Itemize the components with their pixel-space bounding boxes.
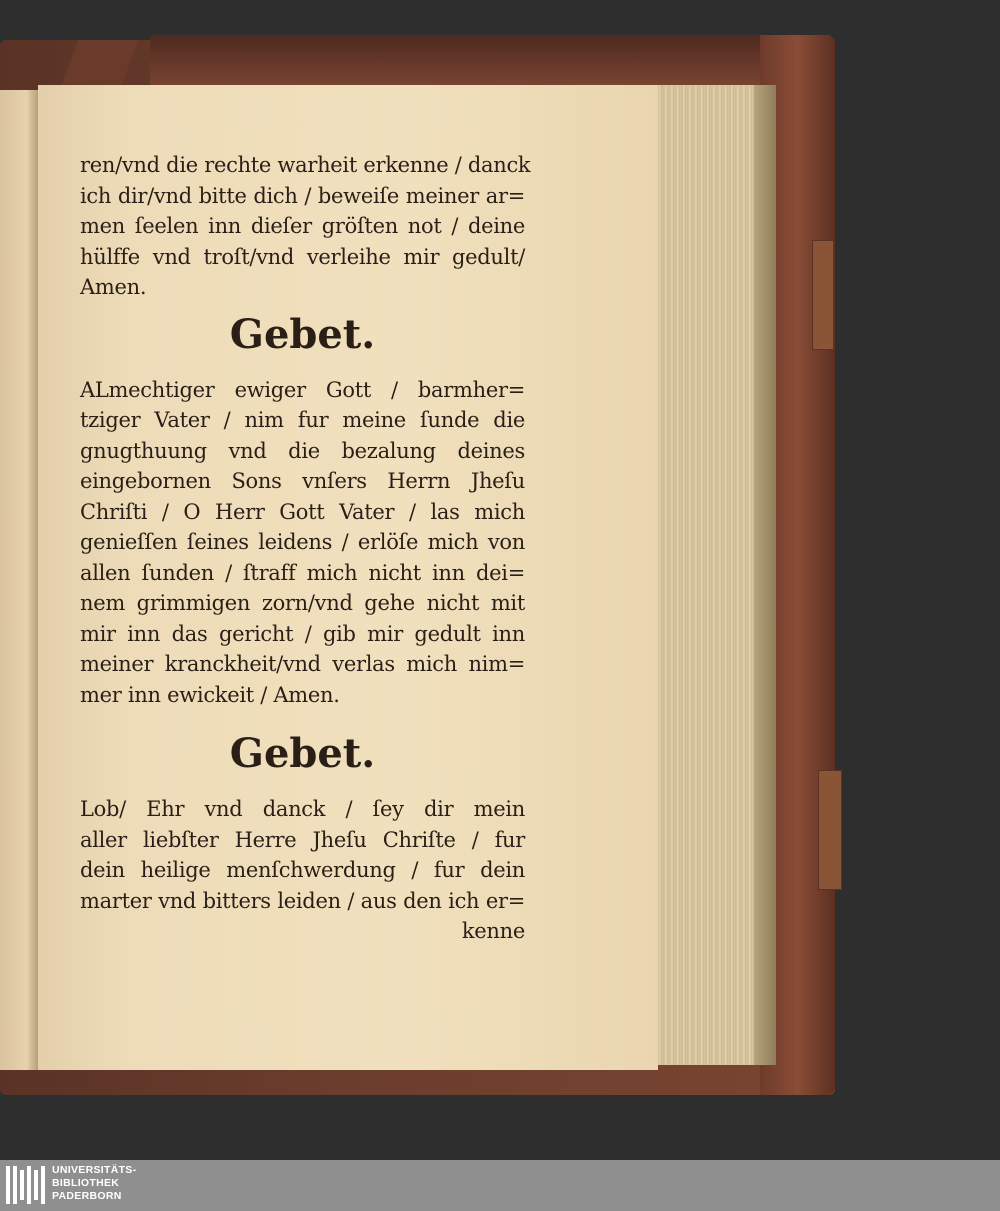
library-name[interactable] (52, 1164, 136, 1203)
text-line: men ſeelen inn dieſer gröſten not / deine (80, 214, 525, 238)
text-line: mir inn das gericht / gib mir gedult inn (80, 621, 525, 646)
section-heading: Gebet. (229, 730, 376, 777)
left-page-edge (0, 90, 38, 1070)
text-line: genieſſen ſeines leidens / erlöſe mich von (80, 530, 525, 554)
library-name-line: PADERBORN (52, 1190, 122, 1202)
text-line: Chriſti / O Herr Gott Vater / las mich (80, 499, 525, 524)
text-line: marter vnd bitters leiden / aus den ich er= (80, 888, 525, 913)
catchword: kenne (461, 919, 525, 943)
page-text (80, 150, 531, 947)
library-logo-icon (6, 1166, 46, 1204)
text-line: allen ſunden / ſtraff mich nicht inn dei= (80, 560, 525, 585)
library-name-line: UNIVERSITÄTS- (52, 1164, 137, 1176)
bookmark-tab-upper (812, 240, 834, 350)
library-footer (0, 1160, 1000, 1211)
text-line: mer inn ewickeit / Amen. (80, 682, 340, 707)
text-line: Lob/ Ehr vnd danck / ſey dir mein (80, 797, 525, 821)
text-line: tziger Vater / nim fur meine ſunde die (80, 408, 525, 432)
section-heading: Gebet. (229, 310, 376, 358)
text-line: ich dir/vnd bitte dich / beweiſe meiner ar= (80, 183, 525, 208)
page-block-edges (656, 85, 776, 1065)
text-line: dein heilige menſchwerdung / fur dein (80, 858, 525, 882)
text-line: Amen. (80, 275, 147, 299)
text-line: meiner kranckheit/vnd verlas mich nim= (80, 652, 525, 676)
cover-top-edge (150, 35, 830, 87)
text-line: aller liebſter Herre Jheſu Chriſte / fur (80, 827, 525, 852)
text-line: ren/vnd die rechte warheit erkenne / danck (80, 153, 531, 177)
library-name-line: BIBLIOTHEK (52, 1177, 120, 1189)
text-line: ALmechtiger ewiger Gott / barmher= (80, 377, 525, 402)
text-line: gnugthuung vnd die bezalung deines (80, 438, 525, 463)
text-line: nem grimmigen zorn/vnd gehe nicht mit (80, 591, 525, 615)
text-line: eingebornen Sons vnſers Herrn Jheſu (80, 469, 525, 493)
text-line: hülffe vnd troſt/vnd verleihe mir gedult/ (80, 244, 525, 269)
bookmark-tab-lower (818, 770, 842, 890)
